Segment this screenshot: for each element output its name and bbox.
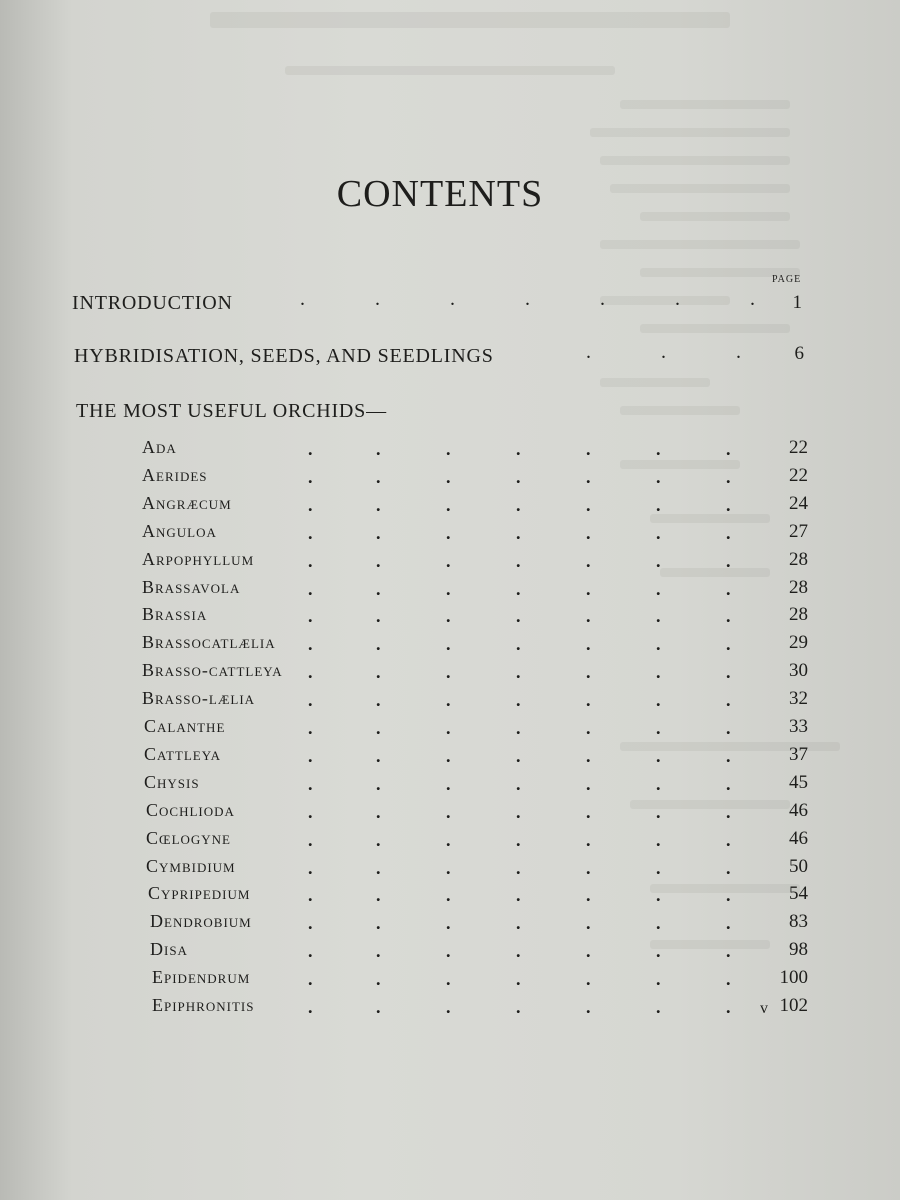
leader-dot: . (376, 494, 381, 515)
leader-dot: . (516, 578, 521, 599)
leader-dot: . (308, 829, 313, 850)
leader-dot: . (376, 745, 381, 766)
leader-dot: . (516, 439, 521, 459)
leader-dot: . (308, 857, 313, 878)
contents-entry (142, 660, 842, 686)
contents-entry (152, 995, 852, 1021)
leader-dot: . (516, 522, 521, 543)
leader-dot: . (656, 522, 661, 543)
contents-entry (146, 828, 846, 854)
leader-dot: . (726, 522, 731, 543)
leader-dot: . (308, 578, 313, 599)
entry-page-number: 30 (789, 660, 808, 682)
contents-entry (142, 549, 842, 575)
entry-name: Disa (150, 939, 188, 960)
leader-dot: . (656, 634, 661, 655)
contents-entry (142, 604, 842, 630)
folio-page-number: v (760, 1000, 768, 1017)
leader-dot: . (446, 941, 451, 962)
leader-dot: . (516, 466, 521, 487)
dot-leader (142, 493, 782, 519)
contents-entry (148, 883, 848, 909)
entry-name: Chysis (144, 771, 200, 792)
entry-page-number: 24 (789, 492, 808, 514)
leader-dot: . (446, 745, 451, 766)
contents-entry (142, 521, 842, 547)
leader-dot: . (446, 466, 451, 487)
leader-dot: . (726, 550, 731, 571)
leader-dot: . (376, 997, 381, 1017)
leader-dot: . (376, 606, 381, 627)
contents-entry (150, 911, 850, 937)
entry-page-number: 28 (789, 576, 808, 598)
leader-dot: . (656, 997, 661, 1017)
contents-entry (142, 688, 842, 714)
leader-dot: . (516, 829, 521, 850)
leader-dot: . (376, 662, 381, 683)
leader-dot: . (656, 578, 661, 599)
leader-dot: . (726, 494, 731, 515)
leader-dot: . (726, 801, 731, 822)
leader-dot: . (726, 773, 731, 794)
leader-dot: . (586, 606, 591, 627)
entry-page-number: 102 (779, 995, 808, 1016)
dot-leader (142, 437, 782, 463)
leader-dot: . (376, 969, 381, 990)
leader-dot: . (586, 745, 591, 766)
leader-dot: . (446, 913, 451, 934)
leader-dot: . (656, 857, 661, 878)
leader-dot: . (376, 801, 381, 822)
leader-dot: . (586, 439, 591, 459)
leader-dot: . (586, 522, 591, 543)
contents-entry (142, 577, 842, 603)
leader-dot: . (308, 466, 313, 487)
leader-dot: . (586, 550, 591, 571)
leader-dot: . (376, 885, 381, 906)
leader-dot: . (726, 885, 731, 906)
contents-heading: CONTENTS (336, 173, 544, 215)
leader-dot: . (376, 439, 381, 459)
leader-dot: . (586, 494, 591, 515)
leader-dot: . (726, 690, 731, 711)
leader-dot: . (516, 606, 521, 627)
leader-dot: . (308, 801, 313, 822)
leader-dot: . (308, 773, 313, 794)
leader-dot: . (516, 662, 521, 683)
leader-dot: . (446, 773, 451, 794)
leader-dot: . (656, 662, 661, 683)
dot-leader (142, 465, 782, 491)
leader-dot: . (516, 773, 521, 794)
section-title-hybridisation: HYBRIDISATION, SEEDS, AND SEEDLINGS (74, 345, 494, 367)
leader-dot: . (308, 885, 313, 906)
entry-name: Brasso-cattleya (142, 660, 283, 681)
entry-page-number: 29 (789, 632, 808, 654)
section-title-introduction: INTRODUCTION (72, 292, 233, 314)
leader-dot: . (656, 606, 661, 627)
entry-page-number: 37 (789, 743, 808, 765)
leader-dot: . (586, 969, 591, 990)
entry-name: Cattleya (144, 743, 222, 764)
leader-dot: . (726, 857, 731, 878)
entry-name: Arpophyllum (142, 548, 255, 569)
leader-dot: . (446, 634, 451, 655)
leader-dot: . (656, 969, 661, 990)
contents-entry (142, 632, 842, 658)
dot-leader (150, 939, 790, 965)
leader-dot: . (376, 829, 381, 850)
leader-dot: . (516, 494, 521, 515)
leader-dot: . (656, 745, 661, 766)
dot-leader (146, 856, 786, 882)
contents-entry (144, 772, 844, 798)
leader-dot: . (516, 913, 521, 934)
leader-dot: . (308, 606, 313, 627)
leader-dot: . (308, 634, 313, 655)
entry-name: Epidendrum (152, 967, 251, 988)
entry-name: Anguloa (142, 520, 217, 541)
section-page-number: 6 (794, 343, 804, 364)
entry-page-number: 54 (789, 883, 808, 905)
leader-dot: . (656, 718, 661, 738)
entry-name: Ada (142, 437, 177, 457)
leader-dot: . (726, 745, 731, 766)
contents-entry (142, 493, 842, 519)
leader-dot: . (446, 857, 451, 878)
leader-dot: . (656, 439, 661, 459)
entry-name: Dendrobium (150, 911, 252, 932)
contents-entry (152, 967, 852, 993)
leader-dot: . (446, 718, 451, 738)
leader-dot: . (376, 718, 381, 738)
leader-dot: . (656, 913, 661, 934)
entry-name: Brasso-lælia (142, 688, 256, 709)
entry-name: Aerides (142, 464, 208, 485)
entry-name: Brassavola (142, 576, 241, 597)
leader-dot: . (656, 885, 661, 906)
entry-page-number: 98 (789, 939, 808, 961)
dot-leader (146, 828, 786, 854)
leader-dot: . (586, 773, 591, 794)
leader-dot: . (726, 969, 731, 990)
leader-dot: . (586, 885, 591, 906)
leader-dot: . (516, 801, 521, 822)
dot-leader (142, 604, 782, 630)
leader-dot: . (308, 997, 313, 1017)
entry-page-number: 50 (789, 855, 808, 877)
contents-entry (144, 744, 844, 770)
entry-page-number: 83 (789, 911, 808, 933)
leader-dot: . (516, 550, 521, 571)
leader-dot: . (516, 969, 521, 990)
entry-page-number: 100 (779, 967, 808, 989)
leader-dot: . (586, 634, 591, 655)
leader-dot: . (308, 745, 313, 766)
leader-dot: . (446, 494, 451, 515)
entry-name: Angræcum (142, 492, 232, 513)
entry-name: Brassocatlælia (142, 632, 276, 653)
leader-dot: . (726, 829, 731, 850)
leader-dot: . (656, 829, 661, 850)
entry-page-number: 46 (789, 827, 808, 849)
leader-dot: . (726, 634, 731, 655)
leader-dot: . (656, 773, 661, 794)
contents-entry (142, 465, 842, 491)
contents-entry (146, 856, 846, 882)
leader-dot: . (726, 662, 731, 683)
contents-entry (144, 716, 844, 742)
leader-dot: . (586, 997, 591, 1017)
contents-entry (150, 939, 850, 965)
entry-page-number: 33 (789, 716, 808, 737)
leader-dot: . (726, 578, 731, 599)
leader-dot: . (376, 634, 381, 655)
dot-leader: . . . . . . . (300, 288, 755, 310)
leader-dot: . (446, 969, 451, 990)
leader-dot: . (586, 578, 591, 599)
leader-dot: . (308, 941, 313, 962)
entry-page-number: 22 (789, 464, 808, 486)
section-title-most-useful-orchids: THE MOST USEFUL ORCHIDS— (76, 400, 387, 422)
leader-dot: . (586, 829, 591, 850)
leader-dot: . (656, 801, 661, 822)
entry-page-number: 32 (789, 688, 808, 710)
leader-dot: . (446, 578, 451, 599)
leader-dot: . (516, 857, 521, 878)
leader-dot: . (726, 941, 731, 962)
section-page-number: 1 (792, 292, 802, 313)
leader-dot: . (656, 494, 661, 515)
leader-dot: . (376, 857, 381, 878)
leader-dot: . (726, 913, 731, 934)
dot-leader (146, 800, 786, 826)
leader-dot: . (376, 690, 381, 711)
leader-dot: . (726, 439, 731, 459)
leader-dot: . (656, 690, 661, 711)
dot-leader (142, 521, 782, 547)
entry-page-number: 28 (789, 604, 808, 626)
leader-dot: . (586, 466, 591, 487)
leader-dot: . (308, 439, 313, 459)
dot-leader (144, 772, 784, 798)
entry-name: Cochlioda (146, 799, 235, 820)
contents-entry (146, 800, 846, 826)
entry-name: Cymbidium (146, 855, 236, 876)
leader-dot: . (656, 466, 661, 487)
leader-dot: . (376, 913, 381, 934)
leader-dot: . (516, 718, 521, 738)
leader-dot: . (656, 941, 661, 962)
leader-dot: . (308, 662, 313, 683)
entry-page-number: 27 (789, 520, 808, 542)
entry-name: Brassia (142, 604, 208, 625)
dot-leader (144, 744, 784, 770)
leader-dot: . (516, 885, 521, 906)
leader-dot: . (726, 606, 731, 627)
leader-dot: . (516, 745, 521, 766)
entry-page-number: 22 (789, 437, 808, 458)
entry-name: Calanthe (144, 716, 226, 736)
leader-dot: . (586, 690, 591, 711)
leader-dot: . (308, 690, 313, 711)
leader-dot: . (446, 550, 451, 571)
leader-dot: . (726, 466, 731, 487)
leader-dot: . (446, 690, 451, 711)
entry-page-number: 46 (789, 799, 808, 821)
leader-dot: . (446, 885, 451, 906)
leader-dot: . (446, 801, 451, 822)
leader-dot: . (376, 941, 381, 962)
dot-leader (144, 716, 784, 742)
leader-dot: . (516, 941, 521, 962)
leader-dot: . (308, 913, 313, 934)
leader-dot: . (308, 718, 313, 738)
leader-dot: . (726, 997, 731, 1017)
leader-dot: . (376, 773, 381, 794)
leader-dot: . (376, 550, 381, 571)
dot-leader: . . . (586, 341, 741, 363)
leader-dot: . (586, 941, 591, 962)
leader-dot: . (516, 634, 521, 655)
leader-dot: . (586, 801, 591, 822)
entry-page-number: 28 (789, 548, 808, 570)
leader-dot: . (516, 690, 521, 711)
leader-dot: . (586, 718, 591, 738)
leader-dot: . (308, 522, 313, 543)
leader-dot: . (586, 662, 591, 683)
leader-dot: . (726, 718, 731, 738)
leader-dot: . (516, 997, 521, 1017)
leader-dot: . (376, 466, 381, 487)
leader-dot: . (376, 522, 381, 543)
entry-name: Cypripedium (148, 883, 251, 904)
leader-dot: . (446, 439, 451, 459)
leader-dot: . (446, 829, 451, 850)
leader-dot: . (308, 494, 313, 515)
page-column-label: PAGE (772, 274, 802, 285)
leader-dot: . (656, 550, 661, 571)
leader-dot: . (586, 913, 591, 934)
leader-dot: . (446, 997, 451, 1017)
leader-dot: . (446, 606, 451, 627)
leader-dot: . (308, 550, 313, 571)
leader-dot: . (446, 662, 451, 683)
leader-dot: . (376, 578, 381, 599)
leader-dot: . (586, 857, 591, 878)
entry-page-number: 45 (789, 771, 808, 793)
entry-name: Cœlogyne (146, 827, 231, 848)
leader-dot: . (446, 522, 451, 543)
contents-entry (142, 437, 842, 463)
leader-dot: . (308, 969, 313, 990)
entry-name: Epiphronitis (152, 995, 255, 1015)
